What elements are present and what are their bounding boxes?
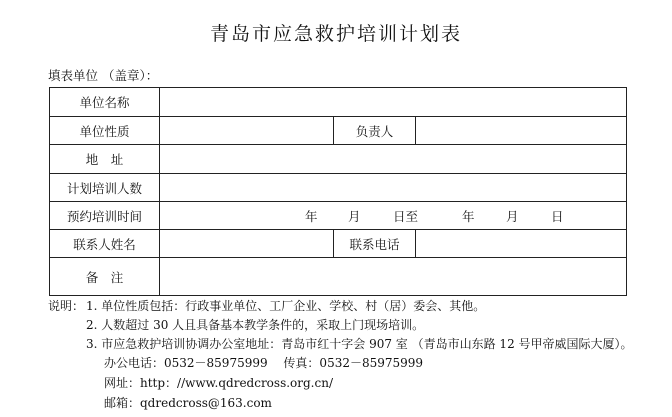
- reserve-time-label: 预约培训时间: [50, 202, 160, 230]
- row-remarks: [50, 258, 627, 296]
- unit-type-field[interactable]: [160, 117, 334, 145]
- contact-name-field[interactable]: [160, 230, 334, 258]
- row-planned-count: [50, 174, 627, 202]
- form-title: 青岛市应急救护培训计划表: [209, 23, 462, 45]
- start-year-unit: 年: [305, 208, 318, 224]
- row-reserve-time: [50, 202, 627, 230]
- end-year-unit: 年: [462, 208, 475, 224]
- leader-label: 负责人: [334, 117, 416, 145]
- planned-count-label: 计划培训人数: [50, 174, 160, 202]
- address-field[interactable]: [160, 145, 627, 174]
- unit-type-label: 单位性质: [50, 117, 160, 145]
- planned-count-field[interactable]: [160, 174, 627, 202]
- row-unit-name: [50, 88, 627, 117]
- address-label: 地 址: [50, 145, 160, 174]
- date-range: [160, 202, 626, 229]
- start-day-to-unit: 日至: [393, 208, 419, 224]
- fill-unit-label: 填表单位 （盖章）：: [48, 68, 159, 83]
- leader-field[interactable]: [416, 117, 627, 145]
- row-unit-type: [50, 117, 627, 145]
- note-item-1: 1. 单位性质包括：行政事业单位、工厂企业、学校、村（居）委会、其他。: [86, 299, 486, 313]
- end-month-unit: 月: [506, 208, 519, 224]
- note-item-2: 2. 人数超过 30 人且具备基本教学条件的，采取上门现场培训。: [86, 318, 425, 332]
- notes-prefix: 说明：: [48, 299, 85, 313]
- note-item-3: 3. 市应急救护培训协调办公室地址：青岛市红十字会 907 室 （青岛市山东路 12 号甲帝威国际大厦）。: [86, 337, 633, 351]
- reserve-time-field[interactable]: [160, 202, 627, 230]
- contact-phone-field[interactable]: [416, 230, 627, 258]
- unit-name-label: 单位名称: [50, 88, 160, 117]
- remarks-label: 备 注: [50, 258, 160, 296]
- contact-phone-label: 联系电话: [334, 230, 416, 258]
- end-day-unit: 日: [551, 208, 564, 224]
- training-plan-form: [49, 87, 627, 296]
- note-email: 邮箱：qdredcross@163.com: [104, 396, 272, 410]
- note-phone: 办公电话：0532－85975999 传真：0532－85975999: [104, 356, 424, 370]
- remarks-field[interactable]: [160, 258, 627, 296]
- start-month-unit: 月: [348, 208, 361, 224]
- unit-name-field[interactable]: [160, 88, 627, 117]
- note-website: 网址：http：//www.qdredcross.org.cn/: [104, 376, 333, 390]
- row-contact: [50, 230, 627, 258]
- contact-name-label: 联系人姓名: [50, 230, 160, 258]
- row-address: [50, 145, 627, 174]
